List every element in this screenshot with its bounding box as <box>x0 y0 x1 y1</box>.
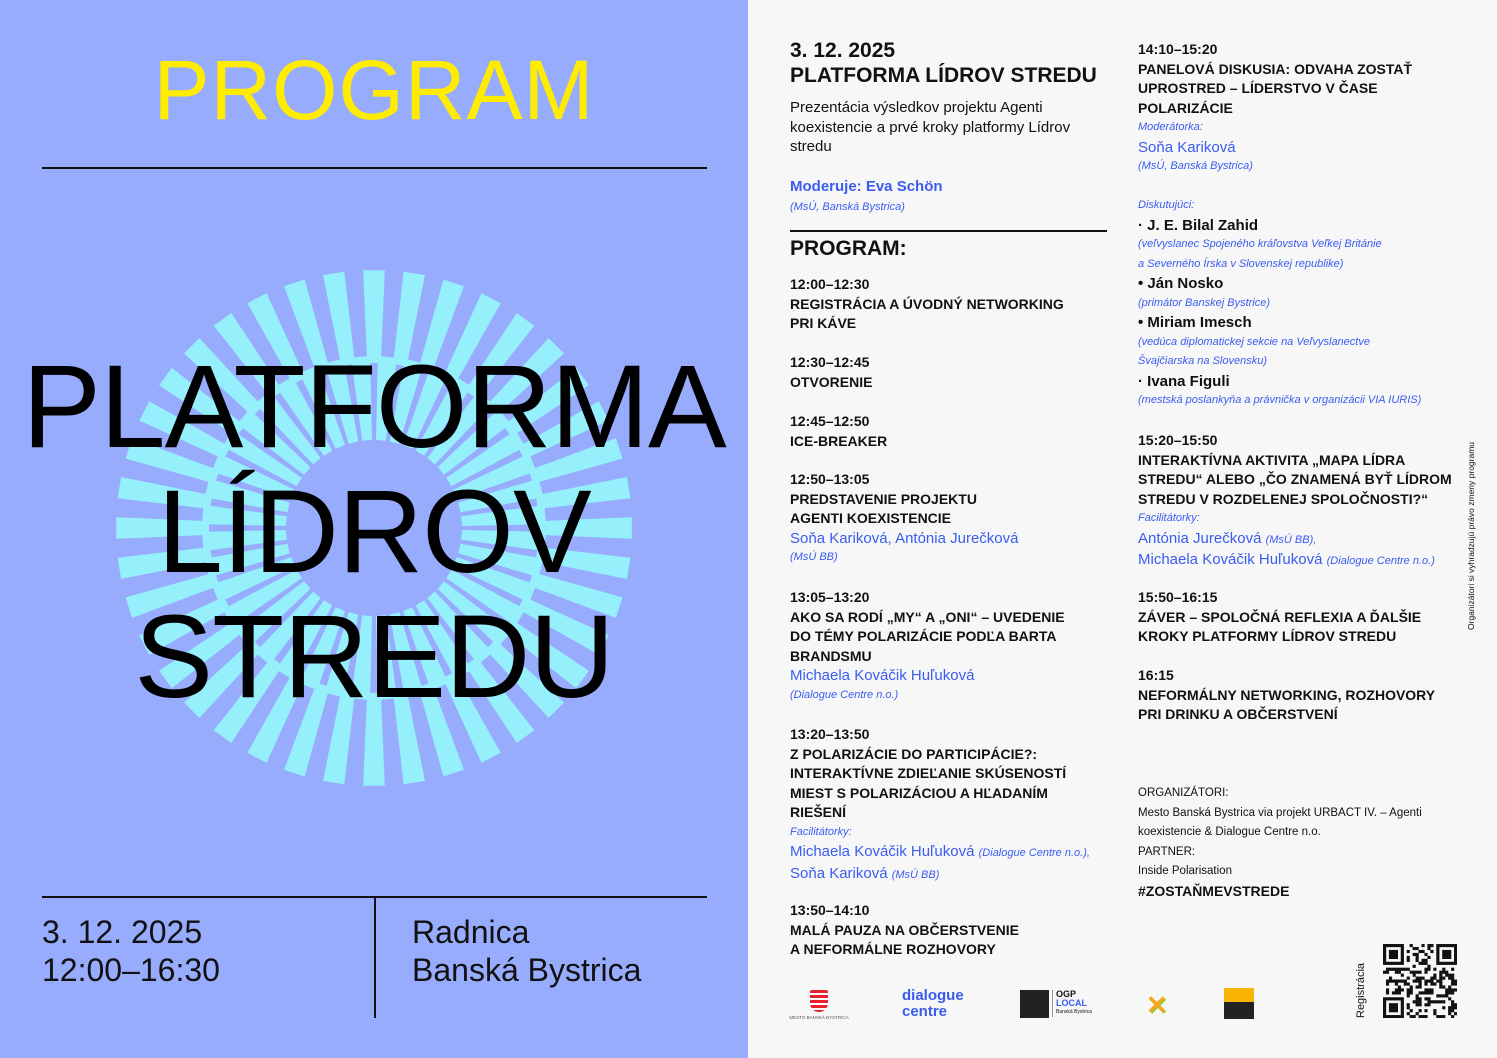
item-role-label: Facilitátorky: <box>790 825 852 838</box>
person <box>790 842 1135 864</box>
item-title-line: REGISTRÁCIA A ÚVODNÝ NETWORKING <box>790 295 1064 312</box>
item-title-line: AKO SA RODÍ „MY“ A „ONI“ – UVEDENIE <box>790 608 1065 625</box>
dialogue-centre-logo <box>902 988 964 1020</box>
affiliation-note: (MsÚ, Banská Bystrica) <box>1138 160 1253 172</box>
partner-name: Inside Polarisation <box>1138 865 1232 877</box>
panelist-description: (vedúca diplomatickej sekcie na Veľvyslanectve <box>1138 335 1370 348</box>
left-panel <box>0 0 748 1058</box>
person-name: Michaela Kováčik Huľuková <box>790 843 975 860</box>
item-title-line: STREDU“ ALEBO „ČO ZNAMENÁ BYŤ LÍDROM <box>1138 471 1452 487</box>
panelist-description: Švajčiarska na Slovensku) <box>1138 355 1268 367</box>
person <box>1138 529 1483 551</box>
venue-name: Radnica <box>412 914 530 950</box>
program-heading: PROGRAM: <box>790 237 907 260</box>
intro-date: 3. 12. 2025 <box>790 39 896 62</box>
panel-label: Diskutujúci: <box>1138 199 1195 211</box>
panelist-description: (primátor Banskej Bystrice) <box>1138 296 1271 309</box>
item-time: 16:15 <box>1138 667 1174 683</box>
program-item <box>790 725 1135 885</box>
person <box>790 529 1135 549</box>
item-time: 12:00–12:30 <box>790 276 870 292</box>
organizers-line: koexistencie & Dialogue Centre n.o. <box>1138 826 1321 838</box>
item-title-line: MIEST S POLARIZÁCIOU A HĽADANÍM <box>790 784 1048 801</box>
item-title-line: NEFORMÁLNY NETWORKING, ROZHOVORY <box>1138 686 1436 703</box>
item-title-line: A NEFORMÁLNE ROZHOVORY <box>790 941 996 957</box>
person-affiliation: (Dialogue Centre n.o.) <box>1326 555 1435 567</box>
city-crest-icon <box>810 990 828 1012</box>
item-title-line: INTERAKTÍVNE ZDIEĽANIE SKÚSENOSTÍ <box>790 765 1067 781</box>
divider <box>42 167 707 169</box>
logo-text: LOCAL <box>1056 998 1087 1008</box>
affiliation-note: (Dialogue Centre n.o.) <box>790 688 899 701</box>
person-name: Soňa Kariková, Antónia Jurečková <box>790 529 1019 547</box>
logo-text: dialogue <box>902 987 964 1004</box>
organizers <box>1138 784 1468 901</box>
item-title-line: OTVORENIE <box>790 373 873 390</box>
disclaimer: Organizátori si vyhradzujú právo zmeny programu <box>1466 441 1476 630</box>
title-line-2: LÍDROV <box>157 466 591 598</box>
organizers-label: ORGANIZÁTORI: <box>1138 787 1229 799</box>
item-title-line: BRANDSMU <box>790 647 872 664</box>
inside-polarisation-logo <box>1224 988 1254 1019</box>
program-item <box>1138 666 1483 725</box>
city-logo-text: MESTO BANSKÁ BYSTRICA <box>789 1015 849 1020</box>
item-time: 13:20–13:50 <box>790 726 870 742</box>
intro-description: Prezentácia výsledkov projektu Agenti koexistencie a prvé kroky platformy Lídrov stredu <box>790 99 1071 155</box>
program-item <box>790 901 1135 960</box>
item-title-line: Z POLARIZÁCIE DO PARTICIPÁCIE?: <box>790 745 1038 762</box>
panelist-description: (veľvyslanec Spojeného kráľovstva Veľkej Británie <box>1138 238 1382 250</box>
panelist-name: • Miriam Imesch <box>1138 314 1252 331</box>
panelist-description: a Severného Írska v Slovenskej republike) <box>1138 257 1344 270</box>
ogp-local-logo <box>1052 990 1092 1017</box>
person-affiliation: (MsÚ BB) <box>891 868 940 881</box>
title-line-1: PLATFORMA <box>22 341 726 473</box>
urbact-x-logo: ✕ <box>1146 990 1168 1020</box>
item-time: 15:20–15:50 <box>1138 432 1218 448</box>
item-title-line: ICE-BREAKER <box>790 432 888 449</box>
program-item <box>790 275 1135 334</box>
item-title-line: STREDU V ROZDELENEJ SPOLOČNOSTI?“ <box>1138 490 1429 507</box>
program-label: PROGRAM <box>153 43 595 137</box>
person-name: Soňa Kariková <box>1138 138 1236 156</box>
organizers-line: Mesto Banská Bystrica via projekt URBACT IV. – Agenti <box>1138 806 1422 819</box>
item-time: 12:50–13:05 <box>790 471 870 487</box>
person-name: Michaela Kováčik Huľuková <box>790 667 975 684</box>
event-time: 12:00–16:30 <box>42 952 220 988</box>
person <box>790 864 1135 886</box>
panelist-name: · Ivana Figuli <box>1138 372 1230 390</box>
item-title-line: AGENTI KOEXISTENCIE <box>790 510 952 526</box>
person-affiliation: (Dialogue Centre n.o.), <box>978 847 1090 859</box>
program-item <box>1138 40 1483 411</box>
item-title-line: UPROSTRED – LÍDERSTVO V ČASE <box>1138 80 1378 96</box>
item-time: 13:50–14:10 <box>790 902 870 918</box>
moderator-affiliation: (MsÚ, Banská Bystrica) <box>790 201 905 213</box>
person <box>1138 138 1483 158</box>
person-affiliation: (MsÚ BB), <box>1265 533 1317 546</box>
open-government-logo <box>1020 990 1049 1018</box>
person <box>1138 550 1483 572</box>
affiliation-note: (MsÚ BB) <box>790 551 838 563</box>
panelist-description: (mestská poslankyňa a právnička v organizácii VIA IURIS) <box>1138 394 1422 406</box>
item-title-line: MALÁ PAUZA NA OBČERSTVENIE <box>790 921 1019 938</box>
logo-text: OGP <box>1056 989 1077 999</box>
item-time: 15:50–16:15 <box>1138 589 1218 605</box>
divider <box>790 230 1107 232</box>
item-role-label: Moderátorka: <box>1138 121 1203 133</box>
program-item <box>790 470 1135 568</box>
logo-text: Banská Bystrica <box>1056 1009 1092 1015</box>
item-title-line: PRI KÁVE <box>790 315 857 331</box>
person-name: Antónia Jurečková <box>1138 529 1262 547</box>
program-item <box>790 353 1135 392</box>
intro-title: PLATFORMA LÍDROV STREDU <box>790 64 1097 87</box>
item-time: 12:30–12:45 <box>790 354 870 370</box>
item-time: 14:10–15:20 <box>1138 41 1218 57</box>
item-time: 12:45–12:50 <box>790 413 870 429</box>
venue-city: Banská Bystrica <box>412 952 642 988</box>
item-title-line: PREDSTAVENIE PROJEKTU <box>790 490 977 507</box>
person <box>790 666 1135 686</box>
item-title-line: DO TÉMY POLARIZÁCIE PODĽA BARTA <box>790 628 1057 644</box>
item-title-line: INTERAKTÍVNA AKTIVITA „MAPA LÍDRA <box>1138 451 1406 468</box>
registration-qr-code[interactable] <box>1383 944 1457 1018</box>
item-title-line: PANELOVÁ DISKUSIA: ODVAHA ZOSTAŤ <box>1138 60 1413 77</box>
item-title-line: RIEŠENÍ <box>790 804 847 820</box>
program-item <box>1138 588 1483 647</box>
program-item <box>790 588 1135 705</box>
item-title-line: ZÁVER – SPOLOČNÁ REFLEXIA A ĎALŠIE <box>1138 608 1422 625</box>
item-title-line: PRI DRINKU A OBČERSTVENÍ <box>1138 706 1338 722</box>
partner-label: PARTNER: <box>1138 845 1196 858</box>
person-name: Soňa Kariková <box>790 864 888 882</box>
event-date: 3. 12. 2025 <box>42 914 203 950</box>
city-logo <box>788 990 850 1020</box>
program-item <box>790 412 1135 451</box>
person-name: Michaela Kováčik Huľuková <box>1138 551 1323 568</box>
program-item <box>1138 431 1483 572</box>
moderator: Moderuje: Eva Schön <box>790 178 943 195</box>
item-title-line: KROKY PLATFORMY LÍDROV STREDU <box>1138 628 1397 644</box>
panelist-name: · J. E. Bilal Zahid <box>1138 216 1259 234</box>
logo-text: centre <box>902 1003 948 1020</box>
item-role-label: Facilitátorky: <box>1138 512 1200 524</box>
item-time: 13:05–13:20 <box>790 589 870 605</box>
intro-section <box>790 38 1097 88</box>
registration-label: Registrácia <box>1355 962 1367 1018</box>
vertical-divider <box>374 897 376 1018</box>
title-line-3: STREDU <box>134 591 614 723</box>
panelist-name: • Ján Nosko <box>1138 275 1224 292</box>
hashtag: #ZOSTAŇMEVSTREDE <box>1138 882 1290 899</box>
item-title-line: POLARIZÁCIE <box>1138 99 1233 116</box>
